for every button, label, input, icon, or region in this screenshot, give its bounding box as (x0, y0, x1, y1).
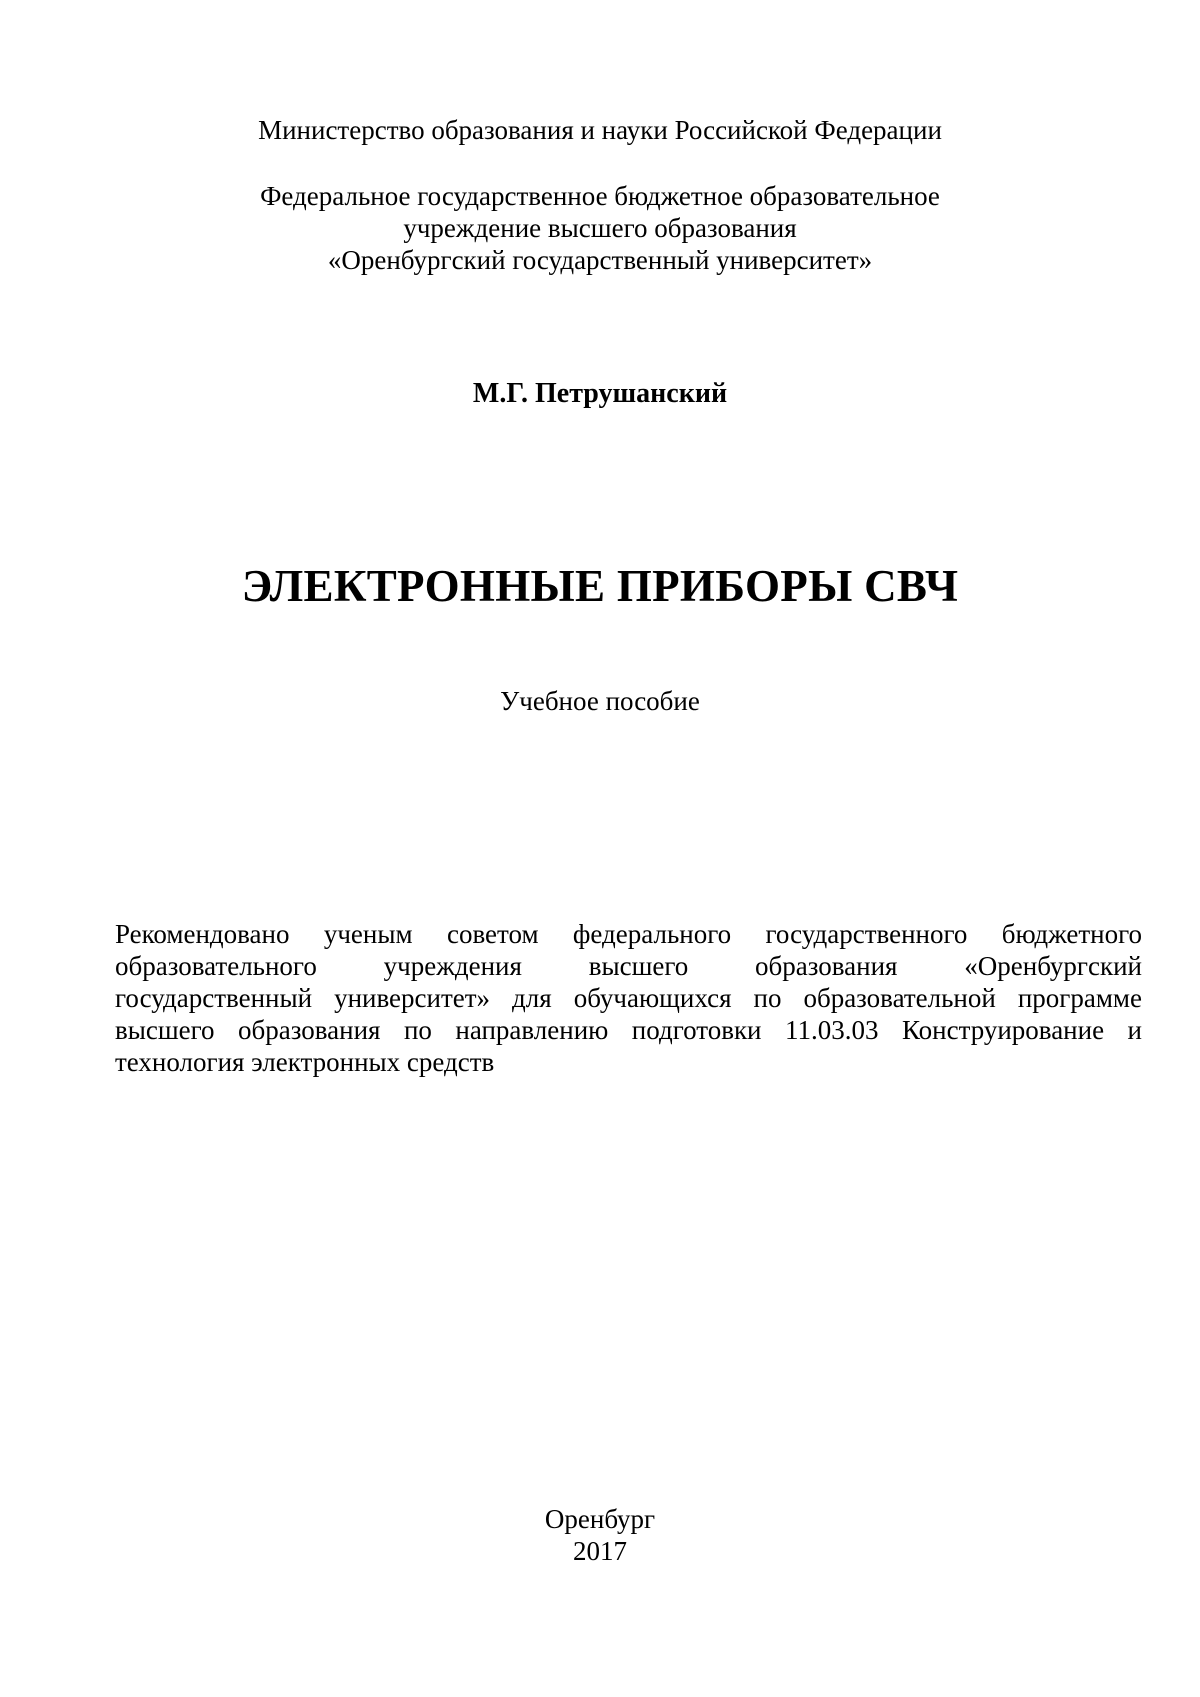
author-name: М.Г. Петрушанский (472, 378, 728, 409)
recommendation-line-1: Рекомендовано ученым советом федерального государственного бюджетного (115, 919, 1142, 949)
institution-line-2: учреждение высшего образования (403, 213, 797, 243)
book-title: ЭЛЕКТРОННЫЕ ПРИБОРЫ СВЧ (241, 561, 959, 611)
institution-block (0, 180, 1200, 276)
recommendation-line-5: технология электронных средств (115, 1047, 495, 1077)
imprint-city: Оренбург (544, 1504, 656, 1534)
institution-line-3: «Оренбургский государственный университет» (327, 245, 873, 275)
institution-line-1: Федеральное государственное бюджетное образовательное (260, 181, 940, 211)
recommendation-line-4: высшего образования по направлению подготовки 11.03.03 Конструирование и (115, 1015, 1142, 1045)
ministry-line: Министерство образования и науки Российской Федерации (258, 115, 942, 145)
imprint-block (0, 1503, 1200, 1567)
recommendation-line-3: государственный университет» для обучающихся по образовательной программе (115, 983, 1142, 1013)
recommendation-paragraph (115, 918, 1142, 1078)
imprint-year: 2017 (573, 1536, 627, 1566)
book-subtitle: Учебное пособие (500, 686, 700, 716)
recommendation-line-2: образовательного учреждения высшего образования «Оренбургский (115, 951, 1142, 981)
